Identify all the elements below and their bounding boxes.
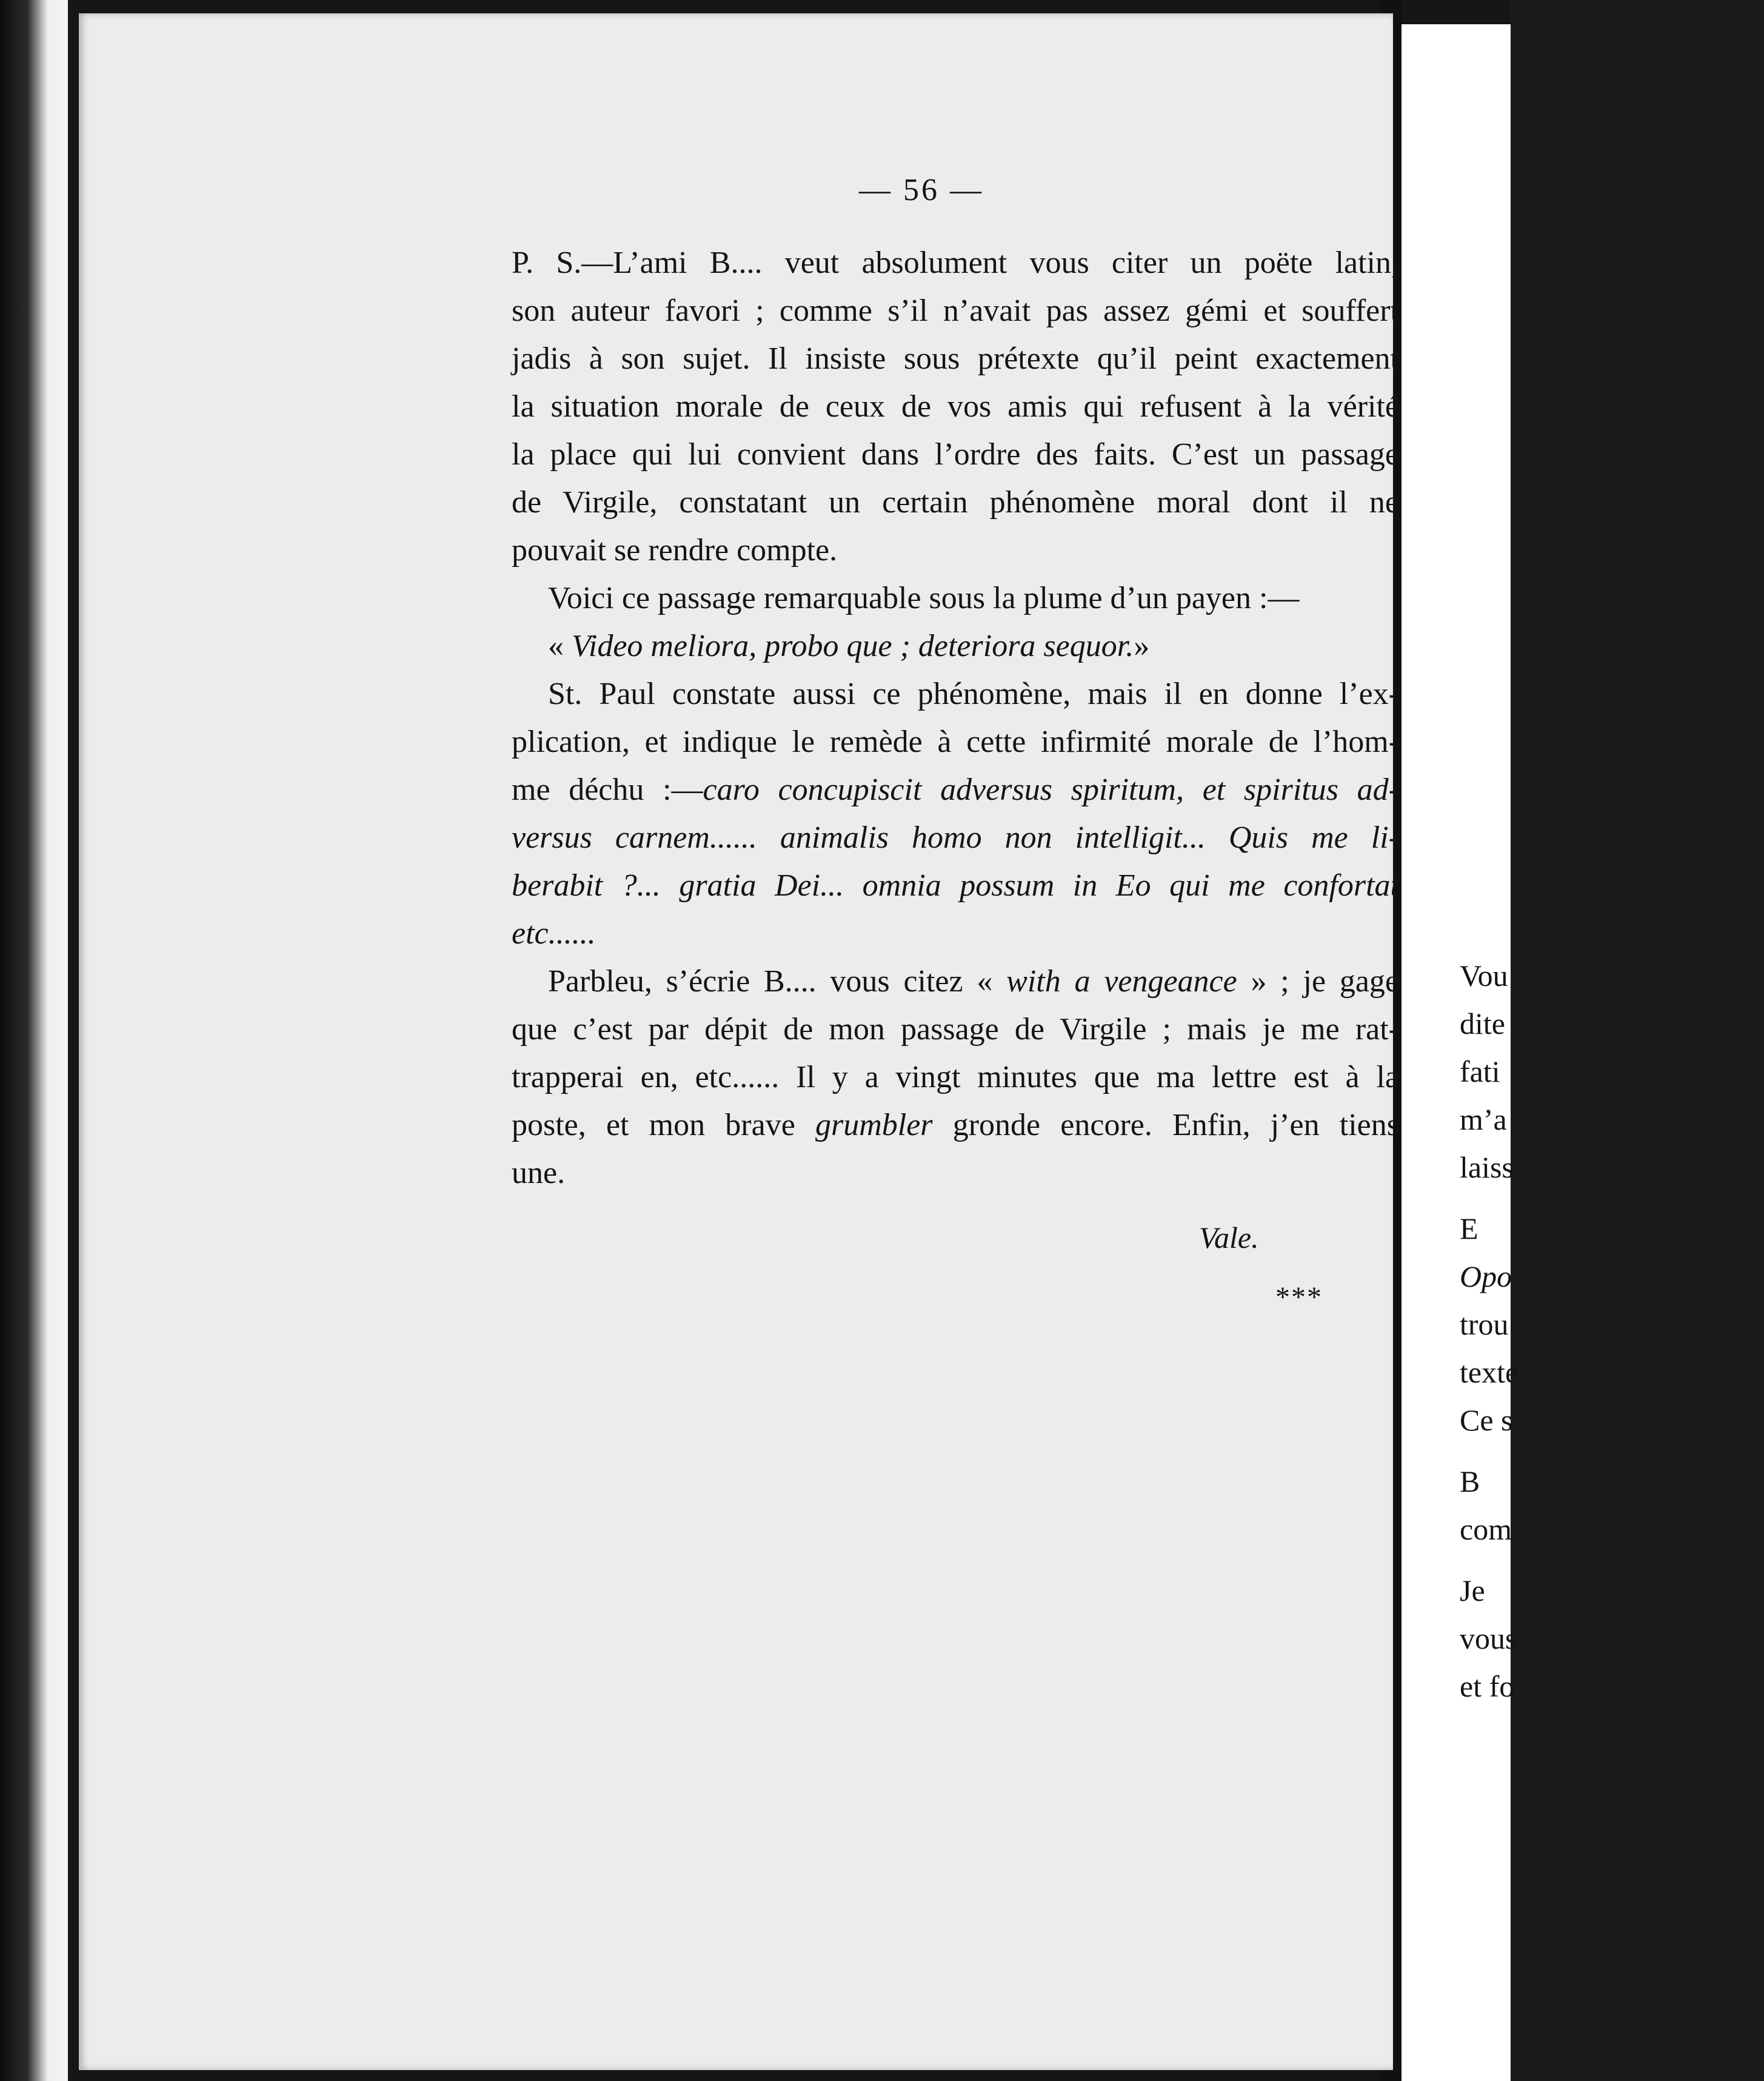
text-segment: plication, et indique le remède à cette infirmité morale de l’hom-	[512, 725, 1399, 759]
italic-segment: Video meliora, probo que ; deteriora sequor.	[572, 629, 1134, 663]
facing-text-line: trou	[1460, 1307, 1509, 1341]
text-segment: une.	[512, 1156, 566, 1190]
text-segment: trapperai en, etc...... Il y a vingt minutes que ma lettre est à la	[512, 1060, 1399, 1094]
text-line	[512, 1101, 1399, 1149]
text-line	[512, 862, 1399, 910]
text-segment: poste, et mon brave	[512, 1108, 815, 1142]
text-line	[512, 526, 1399, 574]
text-line	[512, 431, 1399, 478]
text-line	[512, 957, 1399, 1005]
facing-text-line: texte	[1460, 1355, 1519, 1389]
text-line	[512, 335, 1399, 383]
text-line	[512, 1149, 1399, 1197]
text-line	[512, 622, 1399, 670]
text-segment: pouvait se rendre compte.	[512, 533, 838, 568]
facing-page-text	[1460, 952, 1518, 1711]
text-segment: «	[548, 629, 572, 663]
facing-text-line: fati	[1460, 1054, 1500, 1088]
text-segment: me déchu :—	[512, 772, 703, 807]
text-line	[512, 239, 1399, 287]
italic-segment: etc......	[512, 916, 596, 951]
text-segment: la situation morale de ceux de vos amis qui refusent à la vérité	[512, 389, 1399, 424]
text-line	[512, 1053, 1399, 1101]
text-line	[512, 814, 1399, 862]
text-line	[512, 1005, 1399, 1053]
italic-segment: grumbler	[815, 1108, 933, 1142]
facing-text-line: com	[1460, 1512, 1512, 1546]
text-line	[512, 766, 1399, 814]
text-segment: que c’est par dépit de mon passage de Virgile ; mais je me rat-	[512, 1012, 1399, 1047]
body-text	[512, 239, 1399, 1197]
facing-text-line: B	[1460, 1464, 1480, 1498]
section-ornament: ***	[1275, 1281, 1323, 1313]
binding-edge	[0, 0, 68, 2081]
italic-segment: with a vengeance	[1006, 964, 1237, 999]
facing-text-line: m’a	[1460, 1102, 1507, 1136]
facing-text-line: dite	[1460, 1007, 1505, 1040]
facing-page-fragment	[1402, 24, 1519, 2081]
text-line	[512, 383, 1399, 431]
paragraph-gap	[1460, 1191, 1518, 1205]
text-line	[512, 718, 1399, 766]
text-segment: la place qui lui convient dans l’ordre des faits. C’est un passage	[512, 437, 1399, 472]
signature-vale: Vale.	[1199, 1221, 1259, 1255]
facing-text-line: Je	[1460, 1573, 1485, 1607]
paragraph-gap	[1460, 1444, 1518, 1458]
facing-text-line: et fo	[1460, 1669, 1515, 1703]
page-number: — 56 —	[859, 173, 984, 207]
text-segment: son auteur favori ; comme s’il n’avait pas assez gémi et souffert	[512, 293, 1399, 328]
text-segment: »	[1134, 629, 1150, 663]
facing-text-line: vous	[1460, 1621, 1517, 1655]
text-segment: Parbleu, s’écrie B.... vous citez «	[548, 964, 1007, 999]
text-line	[512, 478, 1399, 526]
facing-text-line: Opo	[1460, 1259, 1512, 1293]
text-line	[512, 287, 1399, 335]
text-line	[512, 574, 1399, 622]
text-segment: Voici ce passage remarquable sous la plume d’un payen :—	[548, 581, 1300, 615]
facing-text-line: laiss	[1460, 1150, 1514, 1184]
text-segment: » ; je gage	[1237, 964, 1399, 999]
text-segment: jadis à son sujet. Il insiste sous prétexte qu’il peint exactement	[512, 341, 1399, 376]
facing-text-line: Ce s	[1460, 1403, 1513, 1437]
italic-segment: caro concupiscit adversus spiritum, et spiritus ad-	[703, 772, 1399, 807]
left-page	[79, 13, 1399, 2070]
text-line	[512, 670, 1399, 718]
text-line	[512, 910, 1399, 957]
text-segment: P. S.—L’ami B.... veut absolument vous citer un poëte latin,	[512, 246, 1399, 280]
paragraph-gap	[1460, 1553, 1518, 1567]
text-segment: St. Paul constate aussi ce phénomène, mais il en donne l’ex-	[548, 677, 1399, 711]
facing-text-line: Vou	[1460, 959, 1508, 993]
text-segment: gronde encore. Enfin, j’en tiens	[932, 1108, 1399, 1142]
italic-segment: versus carnem...... animalis homo non intelligit... Quis me li-	[512, 820, 1399, 855]
text-segment: de Virgile, constatant un certain phénomène moral dont il ne	[512, 485, 1399, 520]
italic-segment: berabit ?... gratia Dei... omnia possum in Eo qui me confortat	[512, 868, 1399, 903]
facing-text-line: E	[1460, 1211, 1478, 1245]
